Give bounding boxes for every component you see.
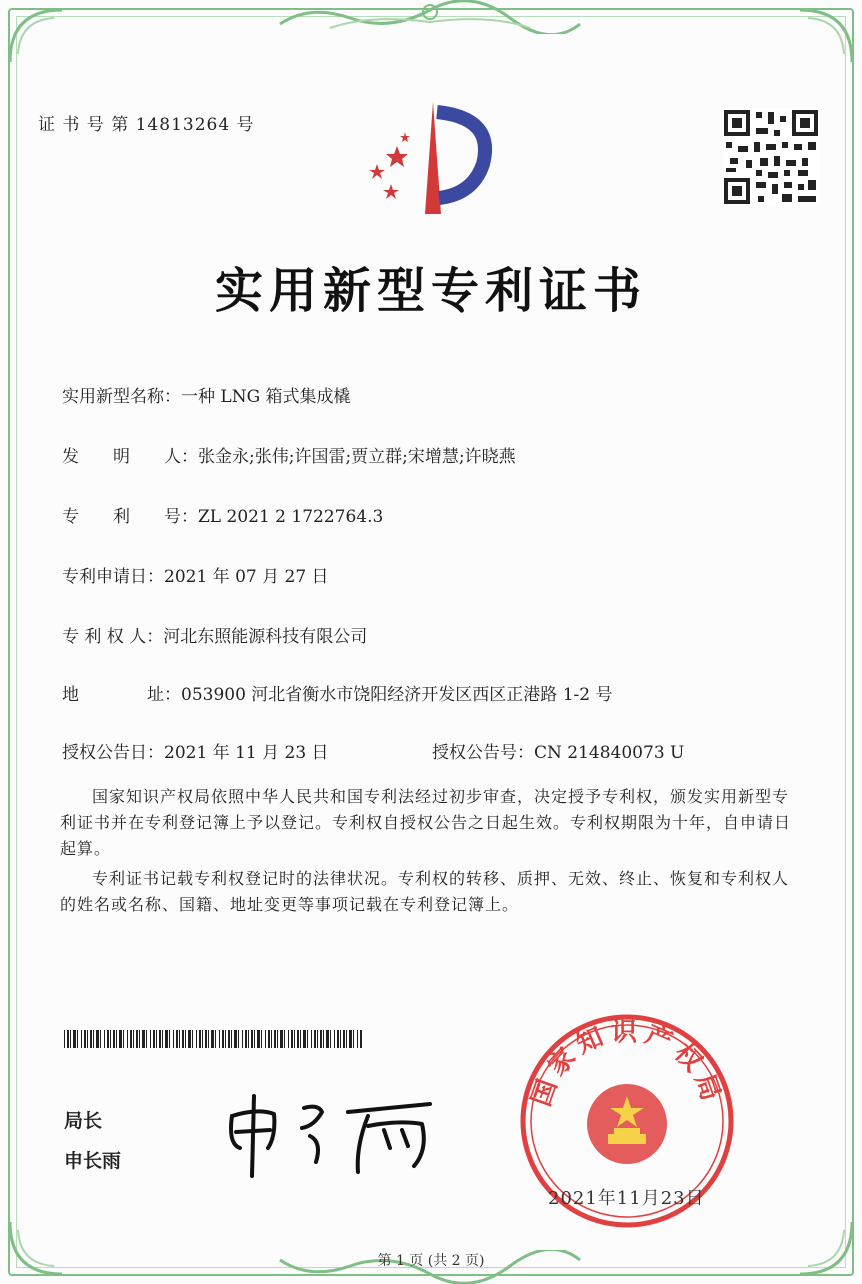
director-signature-icon — [218, 1086, 448, 1178]
field-label: 授权公告号： — [432, 743, 534, 763]
seal-text: 国家知识产权局 — [526, 1017, 728, 1111]
certificate-title: 实用新型专利证书 — [214, 263, 647, 319]
qr-code-icon — [722, 108, 820, 206]
national-emblem-icon — [587, 1084, 667, 1164]
field-label: 专 利 号： — [62, 507, 198, 527]
field-value: CN 214840073 U — [534, 743, 685, 763]
page-number: 第 1 页 (共 2 页) — [377, 1253, 485, 1269]
paragraph-legal-status: 专利证书记载专利权登记时的法律状况。专利权的转移、质押、无效、终止、恢复和专利权人的姓名或名称、国籍、地址变更等事项记载在专利登记簿上。 — [60, 869, 790, 914]
field-value: 053900 河北省衡水市饶阳经济开发区西区正港路 1-2 号 — [181, 685, 613, 705]
barcode-icon — [64, 1030, 364, 1048]
field-grant-date — [62, 738, 329, 763]
field-address — [62, 680, 612, 705]
field-label: 实用新型名称： — [62, 387, 181, 407]
field-value: 河北东照能源科技有限公司 — [163, 627, 368, 647]
field-value: 2021 年 11 月 23 日 — [164, 743, 329, 763]
field-label: 发 明 人： — [62, 447, 198, 467]
field-inventors — [62, 442, 516, 467]
director-name: 申长雨 — [64, 1150, 122, 1172]
field-utility-model-name — [62, 382, 351, 407]
corner-ornament-icon — [796, 6, 856, 66]
field-value: 张金永;张伟;许国雷;贾立群;宋增慧;许晓燕 — [198, 447, 516, 467]
field-value: 一种 LNG 箱式集成橇 — [181, 387, 351, 407]
field-label: 专利申请日： — [62, 567, 164, 587]
field-grant-number — [432, 738, 684, 763]
field-value: 2021 年 07 月 27 日 — [164, 567, 329, 587]
field-patentee — [62, 622, 367, 647]
field-value: ZL 2021 2 1722764.3 — [198, 507, 384, 527]
field-label: 地 址： — [62, 685, 181, 705]
field-label: 授权公告日： — [62, 743, 164, 763]
director-title: 局长 — [64, 1110, 103, 1132]
seal-date: 2021年11月23日 — [548, 1188, 705, 1209]
paragraph-grant-statement: 国家知识产权局依照中华人民共和国专利法经过初步审查，决定授予专利权，颁发实用新型专利证书并在专利登记簿上予以登记。专利权自授权公告之日起生效。专利权期限为十年，自申请日起算。 — [60, 787, 792, 858]
patent-office-logo-icon — [355, 98, 505, 218]
field-patent-number — [62, 502, 383, 527]
certificate-number: 证 书 号 第 14813264 号 — [38, 115, 255, 135]
field-application-date — [62, 562, 329, 587]
top-ornament — [270, 0, 590, 34]
corner-ornament-icon — [6, 6, 66, 66]
field-label: 专 利 权 人： — [62, 627, 164, 647]
